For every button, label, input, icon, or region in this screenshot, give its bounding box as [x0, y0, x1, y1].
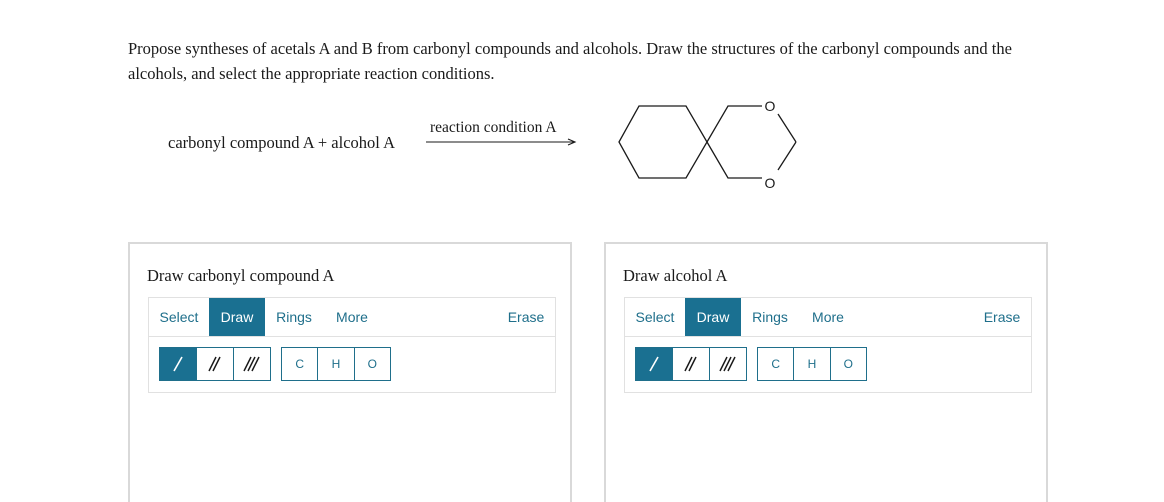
atom-h-button[interactable]: H — [794, 348, 830, 380]
single-bond-icon — [647, 355, 661, 373]
tab-more[interactable]: More — [812, 309, 844, 325]
draw-panel-alcohol — [604, 242, 1048, 502]
single-bond-icon — [171, 355, 185, 373]
draw-panel-carbonyl — [128, 242, 572, 502]
erase-button[interactable]: Erase — [983, 309, 1021, 325]
tab-draw[interactable]: Draw — [209, 298, 265, 336]
spiroketal-structure — [612, 98, 812, 198]
oxygen-atom-top: O — [764, 98, 776, 114]
triple-bond-icon — [243, 355, 261, 373]
double-bond-button[interactable] — [673, 348, 710, 380]
toolbar-tabs — [625, 298, 1031, 337]
reaction-scheme — [168, 118, 588, 168]
triple-bond-icon — [719, 355, 737, 373]
bond-tools — [635, 347, 747, 381]
double-bond-icon — [208, 355, 222, 373]
erase-button[interactable]: Erase — [507, 309, 545, 325]
question-text: Propose syntheses of acetals A and B from carbonyl compounds and alcohols. Draw the structures of the carbonyl compounds and the alcohols, and select the appropriate reaction conditions. — [128, 39, 1012, 83]
tab-select[interactable]: Select — [635, 309, 675, 325]
atom-o-button[interactable]: O — [367, 357, 377, 371]
reaction-condition-label: reaction condition A — [430, 119, 557, 136]
atom-c-button[interactable]: C — [758, 348, 794, 380]
double-bond-button[interactable] — [197, 348, 234, 380]
toolbar-tabs — [149, 298, 555, 337]
triple-bond-button[interactable] — [234, 348, 270, 380]
double-bond-icon — [684, 355, 698, 373]
drawing-toolbar — [624, 297, 1032, 393]
atom-c-button[interactable]: C — [282, 348, 318, 380]
reaction-arrow — [426, 136, 578, 148]
reactants-label: carbonyl compound A + alcohol A — [168, 133, 395, 152]
single-bond-button[interactable] — [636, 348, 673, 380]
atom-tools — [757, 347, 867, 381]
drawing-toolbar — [148, 297, 556, 393]
oxygen-atom-bottom: O — [764, 175, 776, 191]
tab-rings[interactable]: Rings — [752, 309, 788, 325]
atom-h-button[interactable]: H — [318, 348, 354, 380]
tab-rings[interactable]: Rings — [276, 309, 312, 325]
tab-draw[interactable]: Draw — [685, 298, 741, 336]
panel-title: Draw carbonyl compound A — [147, 266, 335, 285]
cyclohexane-ring — [619, 106, 707, 178]
bond-tools — [159, 347, 271, 381]
tab-select[interactable]: Select — [159, 309, 199, 325]
triple-bond-button[interactable] — [710, 348, 746, 380]
tab-more[interactable]: More — [336, 309, 368, 325]
atom-tools — [281, 347, 391, 381]
single-bond-button[interactable] — [160, 348, 197, 380]
panel-title: Draw alcohol A — [623, 266, 728, 285]
atom-o-button[interactable]: O — [843, 357, 853, 371]
